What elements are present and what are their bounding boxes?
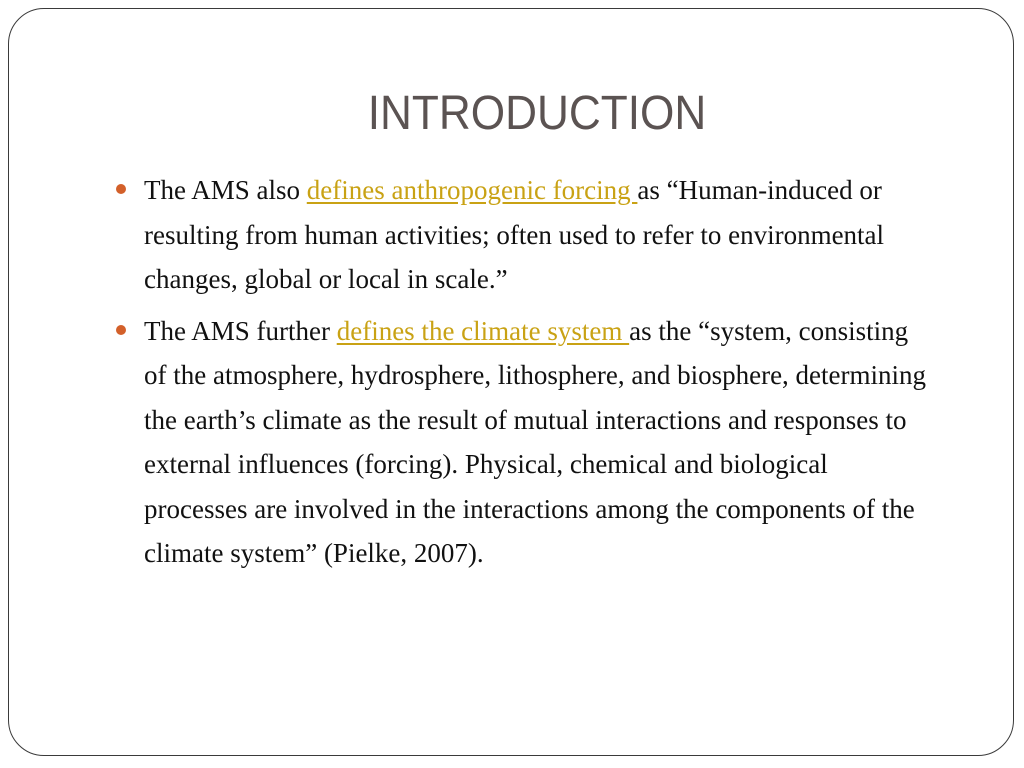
bullet-text-after: as the “system, consisting of the atmosphere, hydrosphere, lithosphere, and biosphere, determining the earth’s climate as the result of mutual interactions and responses to external influences (forcing). Physical, chemical and biological processes are involved in the interactions among the components of the climate system” (Pielke, 2007). (144, 315, 927, 568)
bullet-dot-icon (116, 325, 126, 335)
slide-title: INTRODUCTION (367, 87, 707, 140)
bullet-item-anthropogenic-forcing (116, 168, 936, 302)
bullet-text-before: The AMS further (144, 315, 337, 346)
anthropogenic-forcing-link[interactable]: defines anthropogenic forcing (306, 175, 638, 205)
slide-body (116, 168, 936, 576)
bullet-item-climate-system (116, 309, 936, 576)
climate-system-link[interactable]: defines the climate system (336, 315, 630, 346)
bullet-text-before: The AMS also (144, 175, 307, 205)
bullet-dot-icon (116, 184, 126, 194)
bullet-text-after: as “Human-induced or resulting from human activities; often used to refer to environmental changes, global or local in scale.” (144, 175, 885, 294)
